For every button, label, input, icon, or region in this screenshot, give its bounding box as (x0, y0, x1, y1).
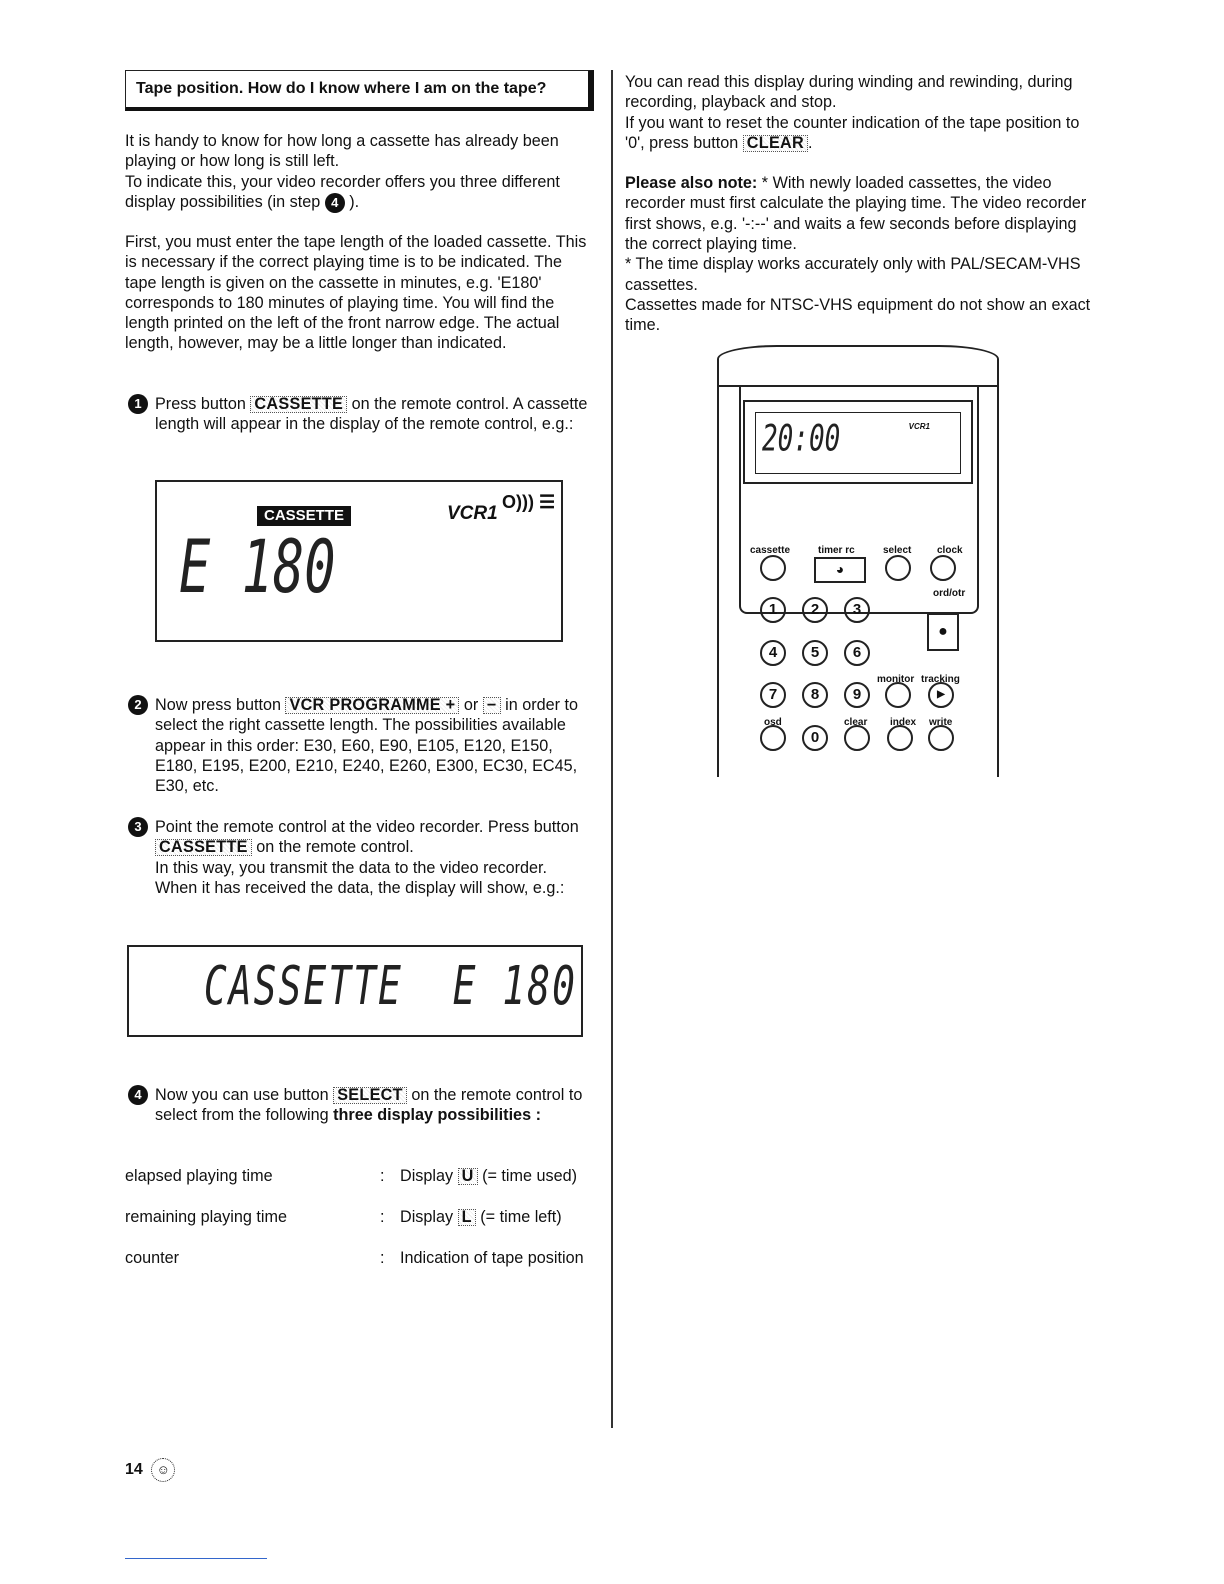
option-desc: Display (400, 1208, 454, 1226)
option-desc: Indication of tape position (400, 1249, 584, 1267)
digit-6-key: 6 (844, 640, 870, 666)
note-label: Please also note: (625, 174, 758, 193)
step-number-icon: 4 (128, 1085, 148, 1105)
option-name: elapsed playing time (125, 1167, 273, 1185)
write-label: write (929, 717, 953, 728)
digit-4-key: 4 (760, 640, 786, 666)
monitor-key (885, 682, 911, 708)
cassette-indicator: CASSETTE (257, 506, 351, 526)
note-text: * With newly loaded cassettes, the video recorder must first calculate the playing time. The video recorder first shows, e.g. '-:--' and waits a few seconds before displaying the correct playing time. (625, 174, 1087, 254)
cassette-key (760, 555, 786, 581)
intro-text-2-body: To indicate this, your video recorder offers you three different display possibilities (in step (125, 172, 560, 211)
clear-label: clear (844, 717, 868, 728)
step-1 (128, 394, 593, 435)
option-remaining: remaining playing time : Display L (= time left) (125, 1208, 562, 1226)
osd-key (760, 725, 786, 751)
step-text: Now press button (155, 696, 281, 714)
column-divider (611, 70, 613, 1428)
index-key (887, 725, 913, 751)
tracking-key: ▶ (928, 682, 954, 708)
timer-label: timer rc (818, 545, 855, 556)
transmit-icon: O))) ☰ (502, 492, 556, 512)
step-number-icon: 2 (128, 695, 148, 715)
reset-text: If you want to reset the counter indication of the tape position to '0', press button (625, 113, 1080, 152)
step-text: In this way, you transmit the data to the video recorder. When it has received the data, the display will show, e.g.: (155, 858, 565, 897)
step-3 (128, 817, 593, 898)
step-text: in order to select the right cassette length. The possibilities available appear in this order: E30, E60, E90, E105, E120, E150, E180, E195, E200, E210, E240, E260, E300, EC30, EC45, E30, etc. (155, 696, 578, 796)
write-key (928, 725, 954, 751)
remote-control-illustration (717, 345, 997, 765)
step-text: on the remote control. (256, 838, 414, 857)
intro-text-2-end: ). (349, 192, 360, 211)
digit-2-key: 2 (802, 597, 828, 623)
cassette-button-ref: CASSETTE (250, 396, 347, 413)
page-footer (125, 1458, 175, 1482)
step-text: on the remote control to select from the following (155, 1086, 583, 1125)
step-number-icon: 3 (128, 817, 148, 837)
remote-vcr-label: VCR1 (908, 422, 930, 431)
intro-text-1: It is handy to know for how long a cassette has already been playing or how long is still left. (125, 132, 559, 171)
cassette-label: cassette (750, 545, 791, 556)
ordotr-label: ord/otr (933, 588, 966, 599)
step-text: Press button (155, 395, 246, 413)
reset-text-end: . (808, 133, 813, 152)
recorder-display (127, 945, 583, 1037)
winding-paragraph: You can read this display during winding and rewinding, during recording, playback and stop. (625, 73, 1073, 112)
remote-time: 20:00 (762, 418, 841, 461)
right-column (625, 72, 1093, 336)
note-text: Cassettes made for NTSC-VHS equipment do not show an exact time. (625, 295, 1091, 335)
clear-key (844, 725, 870, 751)
section-heading (125, 70, 594, 111)
step-2 (128, 695, 593, 796)
minus-button-ref: − (483, 697, 501, 714)
option-counter: counter : Indication of tape position (125, 1248, 595, 1289)
select-label: select (883, 545, 912, 556)
timer-key: ◕ (814, 557, 866, 583)
note-text: * The time display works accurately only with PAL/SECAM-VHS cassettes. (625, 255, 1081, 294)
option-desc: (= time used) (482, 1167, 577, 1185)
clock-label: clock (937, 545, 963, 556)
step-text: Now you can use button (155, 1086, 329, 1104)
vcr-programme-plus-button-ref: VCR PROGRAMME + (285, 697, 459, 714)
clock-key (930, 555, 956, 581)
index-label: index (890, 717, 917, 728)
digit-0-key: 0 (802, 725, 828, 751)
remote-lcd-display (155, 480, 563, 642)
digit-7-key: 7 (760, 682, 786, 708)
page-number: 14 (125, 1461, 143, 1478)
lcd-value: E 180 (179, 526, 336, 611)
digit-9-key: 9 (844, 682, 870, 708)
step-number-icon: 1 (128, 394, 148, 414)
option-desc: Display (400, 1167, 454, 1185)
digit-1-key: 1 (760, 597, 786, 623)
intro-text-2 (125, 172, 595, 213)
tracking-label: tracking (921, 674, 960, 685)
vcr1-indicator: VCR1 (447, 503, 498, 524)
tape-length-paragraph: First, you must enter the tape length of the loaded cassette. This is necessary if the correct playing time is to be indicated. The tape length is given on the cassette in minutes, e.g. 'E180' corresponds to 180 minutes of playing time. You will find the length printed on the left of the front narrow edge. The actual length, however, may be a little longer than indicated. (125, 233, 587, 353)
option-name: counter (125, 1249, 179, 1267)
step-text: on the remote control. A cassette length will appear in the display of the remote control, e.g.: (155, 395, 588, 434)
monitor-label: monitor (877, 674, 915, 685)
u-display-icon: U (458, 1168, 478, 1185)
digit-8-key: 8 (802, 682, 828, 708)
step-text: Point the remote control at the video recorder. Press button (155, 818, 579, 836)
intro-paragraph (125, 131, 595, 213)
l-display-icon: L (458, 1209, 476, 1226)
step-4 (128, 1085, 593, 1126)
smiley-icon: ☺ (151, 1458, 175, 1482)
footer-rule (125, 1558, 267, 1559)
heading-text: Tape position. How do I know where I am on the tape? (136, 80, 547, 97)
option-elapsed: elapsed playing time : Display U (= time used) (125, 1167, 577, 1185)
clear-button-ref: CLEAR (743, 135, 808, 152)
step-4-ref-icon: 4 (325, 193, 345, 213)
osd-label: osd (764, 717, 782, 728)
display-options-list (125, 1166, 595, 1289)
select-button-ref: SELECT (333, 1087, 407, 1104)
cassette-button-ref: CASSETTE (155, 839, 252, 856)
option-desc: (= time left) (480, 1208, 562, 1226)
remote-lcd (743, 400, 973, 484)
record-key: ● (927, 613, 959, 651)
step-text: or (463, 696, 479, 714)
step-text-bold: three display possibilities : (333, 1106, 541, 1125)
option-name: remaining playing time (125, 1208, 287, 1226)
select-key (885, 555, 911, 581)
digit-5-key: 5 (802, 640, 828, 666)
recorder-display-value: CASSETTE E 180 (203, 954, 577, 1017)
digit-3-key: 3 (844, 597, 870, 623)
